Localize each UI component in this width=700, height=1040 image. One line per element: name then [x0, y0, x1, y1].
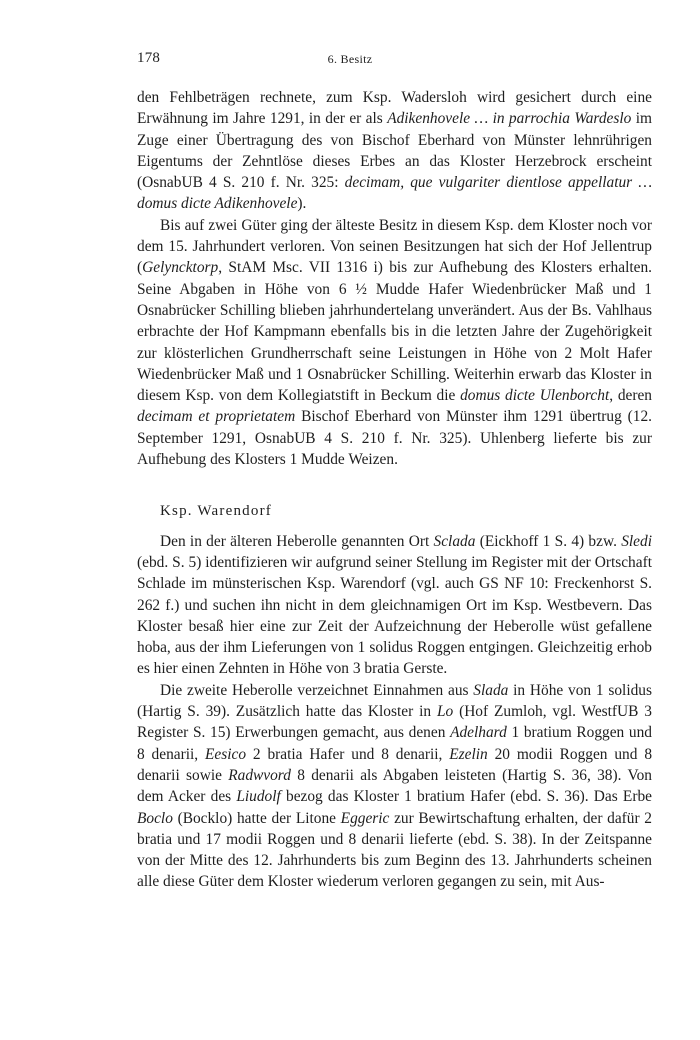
running-head: 6. Besitz: [327, 52, 373, 66]
paragraph-warendorf-sclada: Den in der älteren Heberolle genannten Ort Sclada (Eickhoff 1 S. 4) bzw. Sledi (ebd. S. 5) identifizieren wir aufgrund seiner Stellung im Register mit der Ortschaft Schlade im münsterischen Ksp. Warendorf (vgl. auch GS NF 10: Freckenhorst S. 262 f.) und suchen ihn nicht in dem gleichnamigen Ort im Ksp. Westbevern. Das Kloster besaß hier eine zur Zeit der Aufzeichnung der Heberolle wüst gefallene hoba, aus der ihm Lieferungen von 1 solidus Roggen entgingen. Gleichzeitig erhob es hier einen Zehnten in Höhe von 3 bratia Gerste.: [137, 532, 652, 678]
paragraph-warendorf-second-heberolle: Die zweite Heberolle verzeichnet Einnahmen aus Slada in Höhe von 1 solidus (Hartig S. 39). Zusätzlich hatte das Kloster in Lo (Hof Zumloh, vgl. WestfUB 3 Register S. 15) Erwerbungen gemacht, aus denen Adelhard 1 bratium Roggen und 8 denarii, Eesico 2 bratia Hafer und 8 denarii, Ezelin 20 modii Roggen und 8 denarii sowie Radwvord 8 denarii als Abgaben leisteten (Hartig S. 36, 38). Von dem Acker des Liudolf bezog das Kloster 1 bratium Hafer (ebd. S. 36). Das Erbe Boclo (Bocklo) hatte der Litone Eggeric zur Bewirtschaftung erhalten, der dafür 2 bratia und 17 modii Roggen und 8 denarii lieferte (ebd. S. 38). In der Zeitspanne von der Mitte des 12. Jahrhunderts bis zum Beginn des 13. Jahrhunderts scheinen alle diese Güter dem Kloster wiederum verloren gegangen zu sein, mit Aus-: [137, 681, 653, 891]
section-heading-warendorf: Ksp. Warendorf: [160, 503, 272, 520]
paragraph-wadersloh-holdings: Bis auf zwei Güter ging der älteste Besitz in diesem Ksp. dem Kloster noch vor dem 15. Jahrhundert verloren. Von seinen Besitzungen hat sich der Hof Jellentrup (Gelyncktorp, StAM Msc. VII 1316 i) bis zur Aufhebung des Klosters erhalten. Seine Abgaben in Höhe von 6 ½ Mudde Hafer Wiedenbrücker Maß und 1 Osnabrücker Schilling blieben jahrhundertelang unverändert. Aus der Bs. Vahlhaus erbrachte der Hof Kampmann ebenfalls bis in die letzten Jahre der Zugehörigkeit zur klösterlichen Grundherrschaft seine Leistungen in Höhe von 2 Molt Hafer Wiedenbrücker Maß und 1 Osnabrücker Schilling. Weiterhin erwarb das Kloster in diesem Ksp. von dem Kollegiatstift in Beckum die domus dicte Ulenborcht, deren decimam et proprietatem Bischof Eberhard von Münster ihm 1291 übertrug (12. September 1291, OsnabUB 4 S. 210 f. Nr. 325). Uhlenberg lieferte bis zur Aufhebung des Klosters 1 Mudde Weizen.: [137, 216, 653, 469]
paragraph-wadersloh-continued: den Fehlbeträgen rechnete, zum Ksp. Wadersloh wird gesichert durch eine Erwähnung im Jahre 1291, in der er als Adikenhovele … in parrochia Wardeslo im Zuge einer Übertragung des von Bischof Eberhard von Münster lehnrührigen Eigentums der Zehntlöse dieses Erbes an das Kloster Herzebrock erscheint (OsnabUB 4 S. 210 f. Nr. 325: decimam, que vulgariter dientlose appellatur … domus dicte Adikenhovele).: [137, 89, 652, 213]
body-text: [137, 87, 652, 893]
page-number: 178: [137, 50, 161, 66]
